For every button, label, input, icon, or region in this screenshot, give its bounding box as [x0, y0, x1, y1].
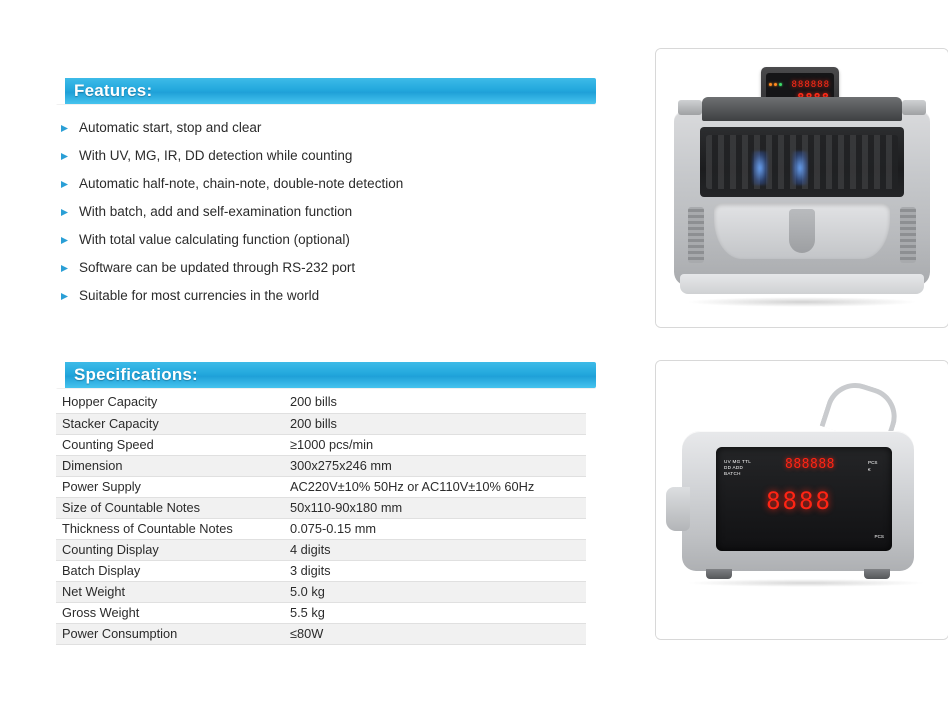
arrow-right-icon: [60, 180, 74, 189]
features-heading: Features:: [74, 81, 153, 100]
features-section: [56, 78, 596, 316]
list-item: [56, 288, 596, 304]
table-row: [56, 497, 586, 518]
arrow-right-icon: [60, 124, 74, 133]
panel-label-line-1: UV MG TTL: [724, 459, 752, 464]
control-panel-display: [716, 447, 892, 551]
features-list: [56, 120, 596, 304]
uv-lamp-glow: [752, 151, 768, 185]
spec-label: Batch Display: [56, 560, 282, 581]
hopper-guide-right: [902, 100, 926, 115]
feature-text: Automatic half-note, chain-note, double-note detection: [79, 176, 404, 191]
specifications-table: [56, 392, 586, 645]
specifications-table-wrapper: [56, 392, 586, 645]
spec-value: 5.5 kg: [282, 602, 586, 623]
spec-label: Size of Countable Notes: [56, 497, 282, 518]
arrow-right-icon: [60, 152, 74, 161]
counter-foot: [706, 569, 732, 579]
feature-text: With total value calculating function (optional): [79, 232, 350, 247]
feature-text: Software can be updated through RS-232 port: [79, 260, 356, 275]
counter-side-flap: [666, 487, 690, 531]
product-photo-panel: [655, 360, 948, 640]
indicator-dot-icon: [769, 83, 772, 86]
counter-base: [680, 274, 924, 294]
table-row: [56, 455, 586, 476]
list-item: [56, 204, 596, 220]
feature-text: With UV, MG, IR, DD detection while counting: [79, 148, 353, 163]
panel-unit-bottom: PCS: [874, 534, 884, 539]
arrow-right-icon: [60, 236, 74, 245]
spec-label: Hopper Capacity: [56, 392, 282, 413]
list-item: [56, 232, 596, 248]
specifications-banner-bar: [56, 362, 596, 388]
spec-value: ≥1000 pcs/min: [282, 434, 586, 455]
panel-top-readout: 888888: [785, 457, 835, 472]
spec-value: 200 bills: [282, 413, 586, 434]
spec-label: Counting Speed: [56, 434, 282, 455]
list-item: [56, 120, 596, 136]
counter-body: [674, 111, 930, 286]
spec-value: 300x275x246 mm: [282, 455, 586, 476]
specifications-banner: [56, 362, 596, 388]
arrow-right-icon: [60, 208, 74, 217]
spec-value: AC220V±10% 50Hz or AC110V±10% 60Hz: [282, 476, 586, 497]
panel-unit-labels: [868, 457, 884, 473]
spec-label: Power Consumption: [56, 623, 282, 644]
table-row: [56, 434, 586, 455]
spec-label: Gross Weight: [56, 602, 282, 623]
spec-label: Power Supply: [56, 476, 282, 497]
counter-stacker: [714, 203, 890, 259]
spec-value: 50x110-90x180 mm: [282, 497, 586, 518]
table-row: [56, 602, 586, 623]
list-item: [56, 148, 596, 164]
table-row: [56, 623, 586, 644]
table-row: [56, 392, 586, 413]
indicator-row: [769, 83, 791, 86]
indicator-dot-icon: [779, 83, 782, 86]
counter-small-readout: 888888: [791, 79, 830, 90]
panel-unit-top: PCS: [868, 460, 878, 465]
spec-value: 200 bills: [282, 392, 586, 413]
product-photo-front-image: [656, 49, 948, 327]
table-row: [56, 476, 586, 497]
spec-label: Thickness of Countable Notes: [56, 518, 282, 539]
arrow-right-icon: [60, 292, 74, 301]
spec-label: Stacker Capacity: [56, 413, 282, 434]
spec-value: 0.075-0.15 mm: [282, 518, 586, 539]
panel-unit-mid: €: [868, 467, 871, 472]
feature-text: Automatic start, stop and clear: [79, 120, 262, 135]
table-row: [56, 560, 586, 581]
table-row: [56, 413, 586, 434]
spec-label: Counting Display: [56, 539, 282, 560]
hopper-guide-left: [678, 100, 702, 115]
counter-foot: [864, 569, 890, 579]
uv-lamp-glow: [792, 151, 808, 185]
feature-text: With batch, add and self-examination function: [79, 204, 353, 219]
product-shadow: [686, 297, 918, 307]
list-item: [56, 176, 596, 192]
spec-value: 3 digits: [282, 560, 586, 581]
counter-hopper: [702, 97, 902, 121]
table-row: [56, 518, 586, 539]
specifications-heading: Specifications:: [74, 365, 198, 384]
stacker-notch: [789, 209, 815, 253]
counter-rear-body: [682, 431, 914, 571]
panel-top-row: [724, 457, 884, 477]
arrow-right-icon: [60, 264, 74, 273]
panel-indicator-labels: [724, 457, 752, 477]
list-item: [56, 260, 596, 276]
spec-value: 5.0 kg: [282, 581, 586, 602]
indicator-dot-icon: [774, 83, 777, 86]
table-row: [56, 581, 586, 602]
spec-label: Dimension: [56, 455, 282, 476]
table-row: [56, 539, 586, 560]
features-banner: [56, 78, 596, 104]
product-shadow: [686, 579, 926, 587]
panel-label-line-2: DD ADD BATCH: [724, 465, 744, 476]
spec-value: 4 digits: [282, 539, 586, 560]
product-photo-front: [655, 48, 948, 328]
product-photo-panel-image: [656, 361, 948, 639]
panel-big-readout: 8888: [766, 487, 832, 515]
spec-value: ≤80W: [282, 623, 586, 644]
feature-text: Suitable for most currencies in the world: [79, 288, 320, 303]
side-vent: [900, 207, 916, 263]
spec-label: Net Weight: [56, 581, 282, 602]
side-vent: [688, 207, 704, 263]
